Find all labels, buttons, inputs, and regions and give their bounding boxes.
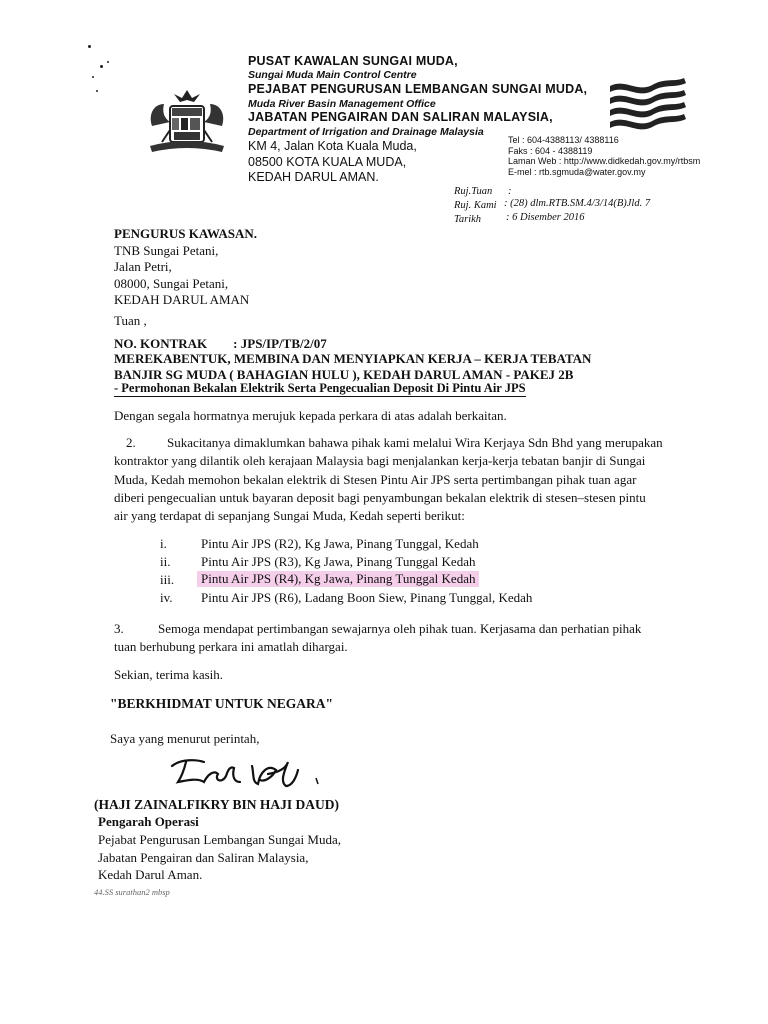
contact-tel: Tel : 604-4388113/ 4388116 bbox=[508, 135, 619, 145]
list-item-1-number: i. bbox=[160, 536, 167, 551]
scan-speck bbox=[92, 76, 94, 78]
paragraph-2-number: 2. bbox=[126, 435, 136, 450]
list-item-2-text: Pintu Air JPS (R3), Kg Jawa, Pinang Tunggal Kedah bbox=[201, 554, 476, 569]
file-reference: 44.SS surathan2 mbsp bbox=[94, 887, 170, 897]
paragraph-3-line2: tuan berhubung perkara ini amatlah dihargai. bbox=[114, 639, 348, 654]
paragraph-2-line4: diberi pengecualian untuk bayaran deposit bagi penyambungan bekalan elektrik di stesen–stesen pintu bbox=[114, 490, 646, 505]
letterhead-address-2: 08500 KOTA KUALA MUDA, bbox=[248, 155, 407, 169]
recipient-block bbox=[114, 226, 257, 309]
signatory-org3: Kedah Darul Aman. bbox=[98, 867, 203, 882]
scan-speck bbox=[88, 45, 91, 48]
paragraph-3-line1: Semoga mendapat pertimbangan sewajarnya oleh pihak tuan. Kerjasama dan perhatian pihak bbox=[158, 621, 642, 636]
ref-tarikh-value: : 6 Disember 2016 bbox=[506, 212, 585, 223]
letterhead-address-1: KM 4, Jalan Kota Kuala Muda, bbox=[248, 139, 417, 153]
letterhead-line2: Sungai Muda Main Control Centre bbox=[248, 69, 417, 81]
letterhead-address-3: KEDAH DARUL AMAN. bbox=[248, 170, 379, 184]
list-item-1-text: Pintu Air JPS (R2), Kg Jawa, Pinang Tunggal, Kedah bbox=[201, 536, 479, 551]
paragraph-2-line2: kontraktor yang dilantik oleh kerajaan Malaysia bagi menjalankan kerja-kerja tebatan banjir di Sungai bbox=[114, 453, 646, 468]
scan-speck bbox=[96, 90, 98, 92]
recipient-line3: 08000, Sungai Petani, bbox=[114, 275, 229, 291]
handwritten-signature bbox=[168, 752, 348, 796]
paragraph-1: Dengan segala hormatnya merujuk kepada perkara di atas adalah berkaitan. bbox=[114, 408, 507, 423]
scan-speck bbox=[107, 61, 109, 63]
recipient-line4: KEDAH DARUL AMAN bbox=[114, 292, 250, 307]
ref-ruj-kami-value: : (28) dlm.RTB.SM.4/3/14(B)Jld. 7 bbox=[504, 198, 651, 209]
ref-ruj-tuan-label: Ruj.Tuan bbox=[454, 186, 493, 197]
paragraph-2-line1: Sukacitanya dimaklumkan bahawa pihak kami melalui Wira Kerjaya Sdn Bhd yang merupakan bbox=[167, 435, 663, 450]
contact-web: Laman Web : http://www.didkedah.gov.my/rtbsm bbox=[508, 156, 701, 166]
signatory-org1: Pejabat Pengurusan Lembangan Sungai Muda, bbox=[98, 832, 341, 847]
salutation: Tuan , bbox=[114, 313, 147, 328]
signatory-position: Pengarah Operasi bbox=[98, 814, 199, 829]
coat-of-arms-logo bbox=[142, 86, 232, 158]
subject-line3: - Permohonan Bekalan Elektrik Serta Pengecualian Deposit Di Pintu Air JPS bbox=[114, 381, 526, 395]
contact-block bbox=[508, 135, 700, 177]
letterhead-line3: PEJABAT PENGURUSAN LEMBANGAN SUNGAI MUDA, bbox=[248, 82, 588, 96]
motto: "BERKHIDMAT UNTUK NEGARA" bbox=[110, 696, 334, 711]
list-item-4-text: Pintu Air JPS (R6), Ladang Boon Siew, Pinang Tunggal, Kedah bbox=[201, 590, 533, 605]
letterhead-line4: Muda River Basin Management Office bbox=[248, 98, 436, 110]
recipient-line2: Jalan Petri, bbox=[114, 259, 172, 274]
letterhead-line5: JABATAN PENGAIRAN DAN SALIRAN MALAYSIA, bbox=[248, 110, 553, 124]
contact-email: E-mel : rtb.sgmuda@water.gov.my bbox=[508, 166, 646, 177]
list-item-3-number: iii. bbox=[160, 572, 175, 587]
letterhead-line1: PUSAT KAWALAN SUNGAI MUDA, bbox=[248, 54, 458, 68]
ref-tarikh-label: Tarikh bbox=[454, 214, 482, 225]
signatory-org2: Jabatan Pengairan dan Saliran Malaysia, bbox=[98, 850, 309, 865]
letterhead-line6: Department of Irrigation and Drainage Malaysia bbox=[248, 126, 484, 138]
paragraph-2-line5: air yang terdapat di sepanjang Sungai Muda, Kedah seperti berikut: bbox=[114, 508, 465, 523]
list-item-4-number: iv. bbox=[160, 590, 173, 605]
paragraph-2-line3: Muda, Kedah memohon bekalan elektrik di Stesen Pintu Air JPS serta pertimbangan pihak tuan agar bbox=[114, 472, 637, 487]
recipient-line1: TNB Sungai Petani, bbox=[114, 242, 219, 258]
recipient-title: PENGURUS KAWASAN. bbox=[114, 226, 258, 241]
list-item-2-number: ii. bbox=[160, 554, 171, 569]
paragraph-3-number: 3. bbox=[114, 621, 124, 636]
scan-speck bbox=[100, 65, 103, 68]
contract-number: NO. KONTRAK : JPS/IP/TB/2/07 bbox=[114, 336, 327, 351]
water-waves-logo bbox=[606, 74, 688, 136]
ref-ruj-tuan-value: : bbox=[508, 186, 512, 197]
contact-faks: Faks : 604 - 4388119 bbox=[508, 145, 593, 156]
signatory-name: (HAJI ZAINALFIKRY BIN HAJI DAUD) bbox=[94, 797, 340, 812]
subject-line1: MEREKABENTUK, MEMBINA DAN MENYIAPKAN KERJA – KERJA TEBATAN bbox=[114, 351, 592, 366]
by-order: Saya yang menurut perintah, bbox=[110, 731, 260, 746]
ref-ruj-kami-label: Ruj. Kami bbox=[454, 200, 497, 211]
closing: Sekian, terima kasih. bbox=[114, 667, 224, 682]
list-item-3-text-highlighted: Pintu Air JPS (R4), Kg Jawa, Pinang Tunggal Kedah bbox=[197, 571, 479, 587]
subject-line2: BANJIR SG MUDA ( BAHAGIAN HULU ), KEDAH DARUL AMAN - PAKEJ 2B bbox=[114, 367, 574, 382]
